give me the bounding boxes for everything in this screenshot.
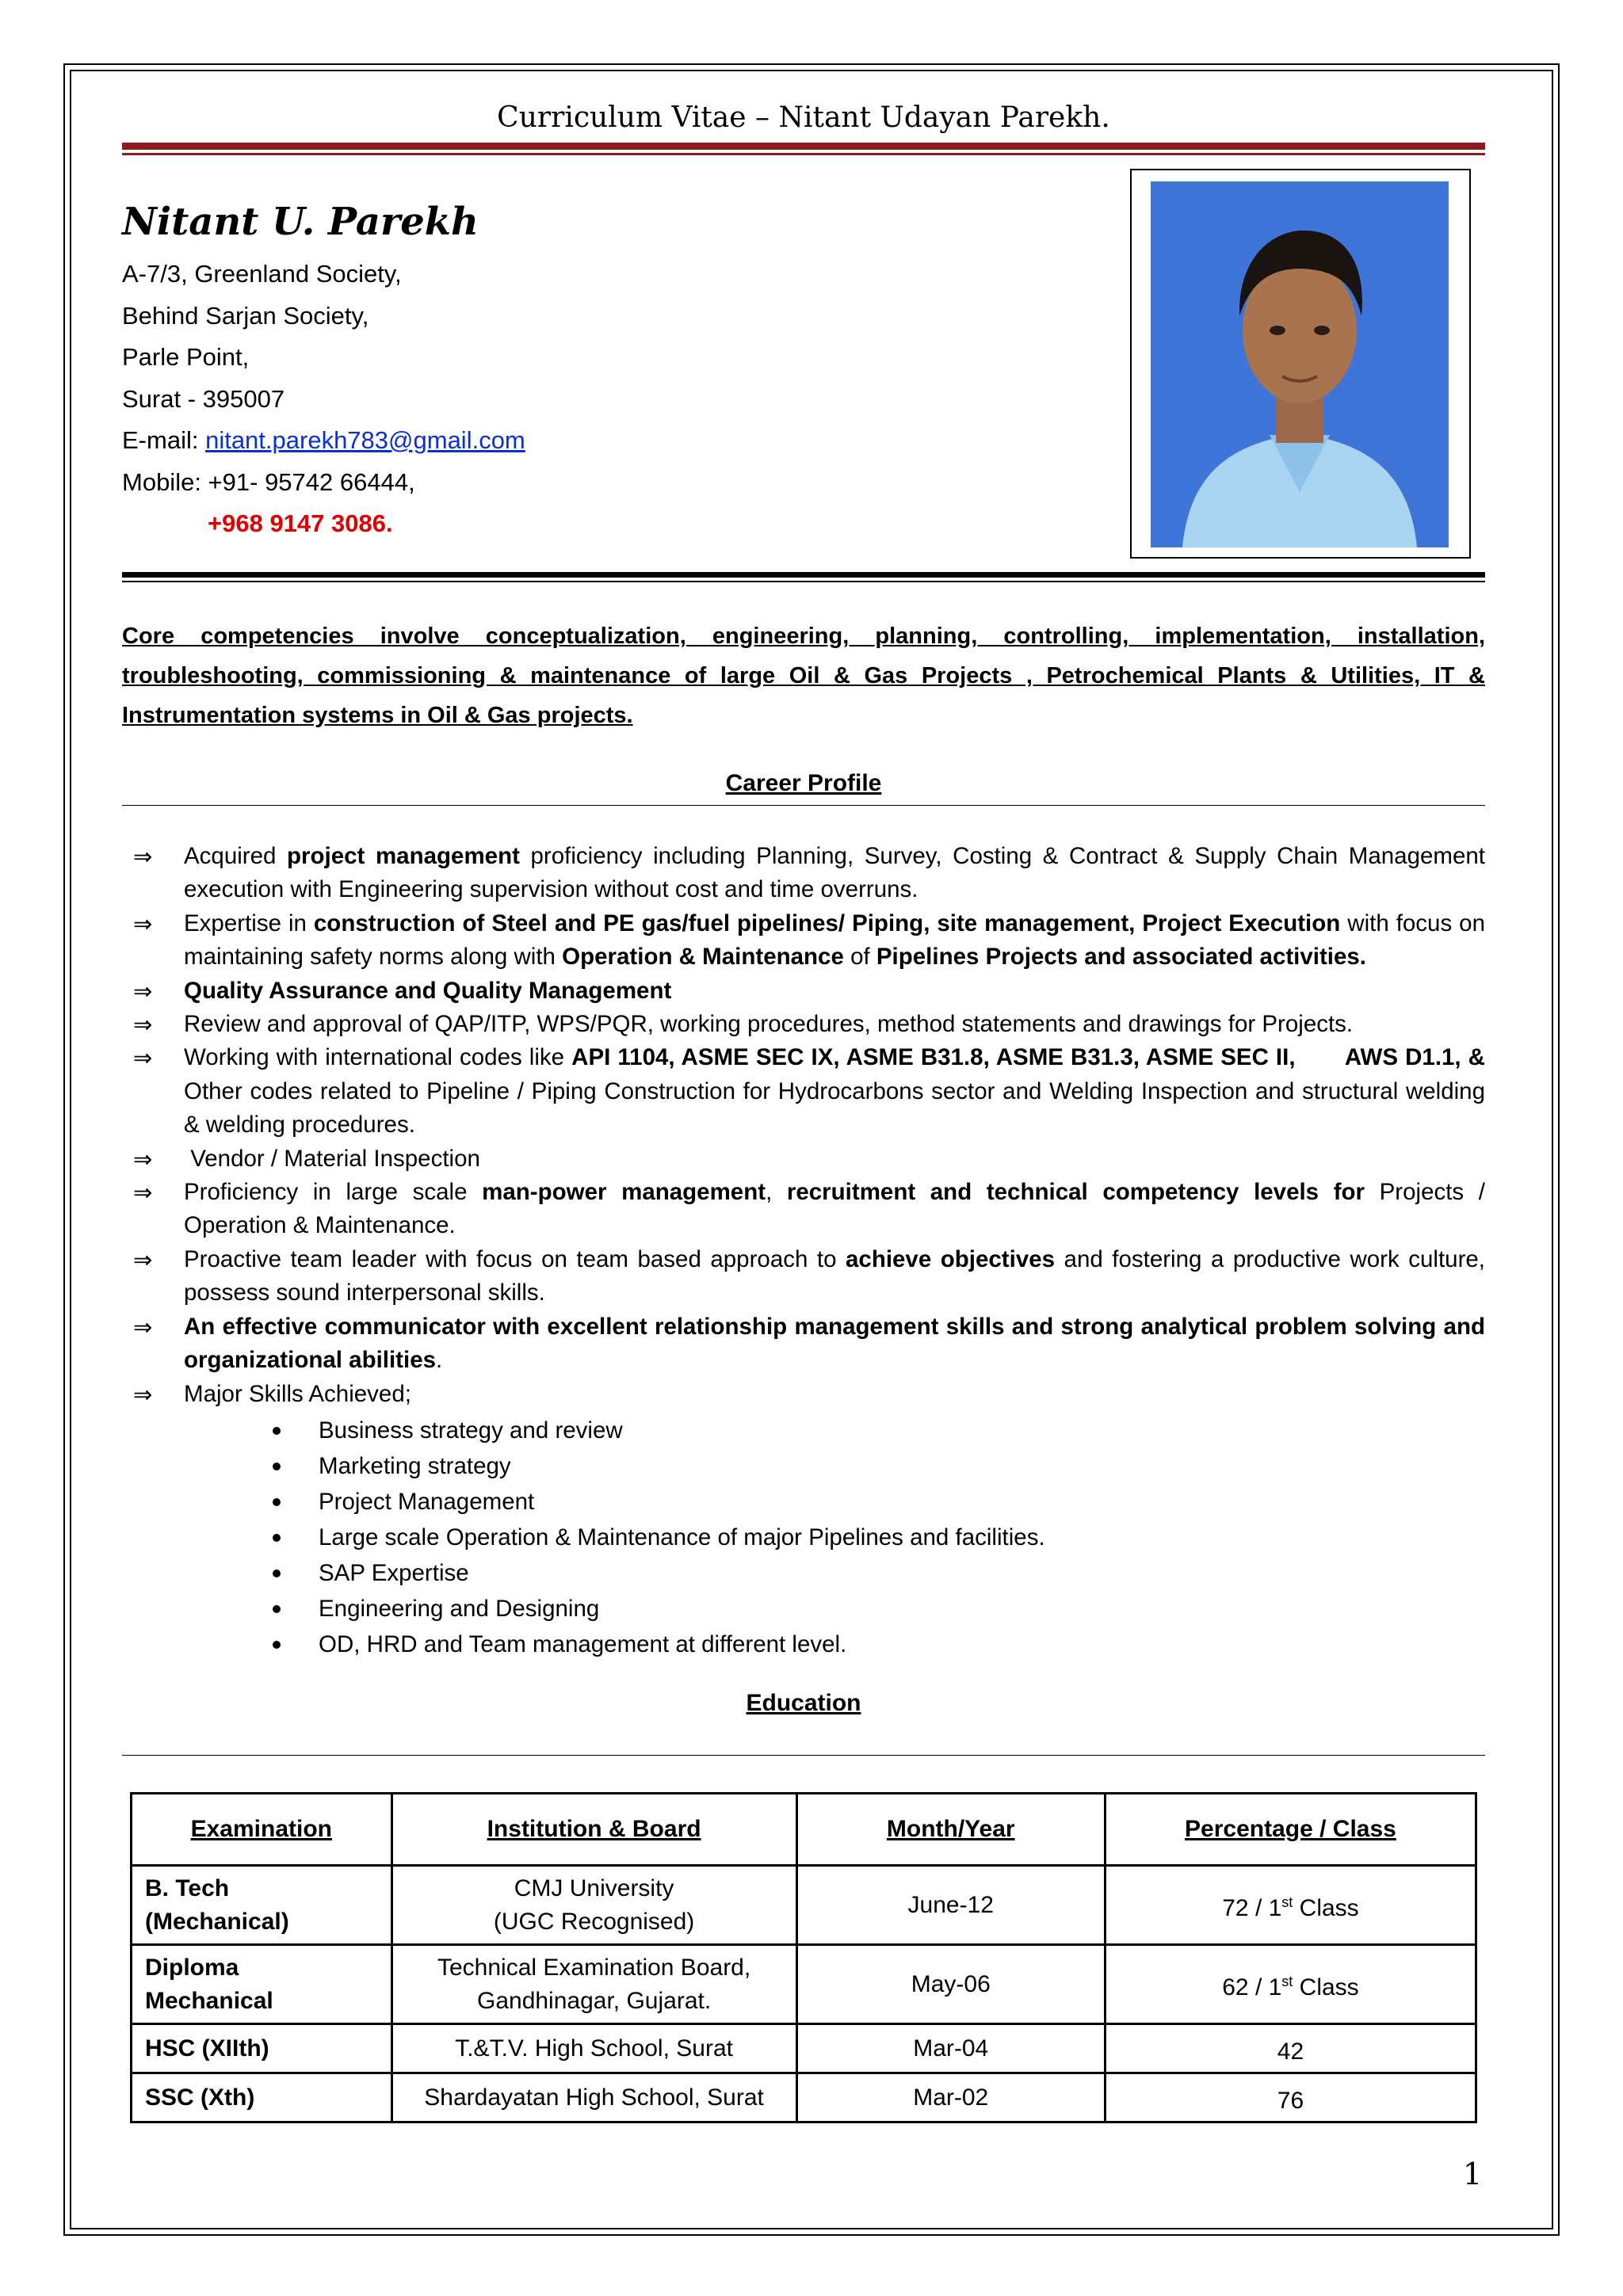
institution-cell xyxy=(391,2073,796,2122)
career-item-text: API 1104, ASME SEC IX, ASME B31.8, ASME B31.3, ASME SEC II, AWS D1.1, & xyxy=(571,1044,1485,1071)
education-row xyxy=(132,1945,1476,2024)
date-cell: Mar-02 xyxy=(796,2073,1105,2122)
skill-item: Project Management xyxy=(122,1484,1485,1520)
mobile-line: Mobile: +91- 95742 66444, xyxy=(122,467,415,496)
institution-line: Shardayatan High School, Surat xyxy=(424,2084,764,2111)
career-item-text: , xyxy=(766,1179,787,1206)
score-cell xyxy=(1105,1866,1476,1945)
exam-line: SSC (Xth) xyxy=(145,2084,255,2111)
career-profile-list xyxy=(122,840,1492,1662)
career-item-text: Proficiency in large scale xyxy=(184,1179,483,1206)
career-item-text: Other codes related to Pipeline / Piping Construction for Hydrocarbons sector and Welding Inspection and structural welding & welding procedures. xyxy=(184,1044,1492,1138)
header-rule xyxy=(122,143,1485,150)
column-header: Month/Year xyxy=(796,1794,1105,1866)
score-class: Class xyxy=(1293,1974,1359,2000)
exam-line: B. Tech xyxy=(145,1875,230,1901)
institution-line: Technical Examination Board, xyxy=(437,1954,751,1981)
exam-line: Mechanical xyxy=(145,1987,273,2014)
arrow-bullet-icon: ⇒ xyxy=(133,1245,153,1273)
header-rule-thin xyxy=(122,153,1485,155)
career-item-text: Projects / Operation & Maintenance. xyxy=(184,1179,1492,1239)
career-item xyxy=(122,1243,1492,1310)
career-item-text: Operation & Maintenance xyxy=(562,944,844,971)
exam-cell xyxy=(132,1945,392,2024)
arrow-bullet-icon: ⇒ xyxy=(133,1380,153,1408)
score-value: 76 xyxy=(1277,2087,1304,2114)
career-item-text: An effective communicator with excellent relationship management skills and strong analytical problem solving and organizational abilities xyxy=(184,1313,1492,1374)
career-item xyxy=(122,907,1492,974)
score-ordinal: st xyxy=(1281,1973,1293,1989)
institution-cell xyxy=(391,2024,796,2073)
column-header: Institution & Board xyxy=(391,1794,796,1866)
skill-item: Large scale Operation & Maintenance of major Pipelines and facilities. xyxy=(122,1520,1485,1555)
education-row xyxy=(132,1866,1476,1945)
photo-frame xyxy=(1130,169,1471,559)
core-competencies: Core competencies involve conceptualization, engineering, planning, controlling, implementation, installation, troubleshooting, commissioning & maintenance of large Oil & Gas Projects , Petrochemical Plants & Utilities, IT & Instrumentation systems in Oil & Gas projects. xyxy=(122,624,1485,728)
mobile-alt: +968 9147 3086. xyxy=(208,509,393,537)
institution-line: T.&T.V. High School, Surat xyxy=(455,2035,733,2061)
score-cell xyxy=(1105,1945,1476,2024)
address-line: A-7/3, Greenland Society, xyxy=(122,260,402,288)
exam-line: (Mechanical) xyxy=(145,1908,289,1935)
header-title: Curriculum Vitae – Nitant Udayan Parekh. xyxy=(497,101,1110,134)
education-row xyxy=(132,2073,1476,2122)
column-header: Examination xyxy=(132,1794,392,1866)
exam-cell xyxy=(132,1866,392,1945)
career-rule xyxy=(122,805,1485,806)
arrow-bullet-icon: ⇒ xyxy=(133,1313,153,1341)
score-value: 72 / 1 xyxy=(1222,1894,1282,1921)
score-value: 42 xyxy=(1277,2038,1304,2065)
exam-line: Diploma xyxy=(145,1954,239,1981)
profile-photo xyxy=(1151,181,1449,547)
career-item-text: Acquired xyxy=(184,843,288,869)
career-item xyxy=(122,1176,1492,1243)
career-item-text: Quality Assurance and Quality Management xyxy=(184,977,672,1004)
page-number: 1 xyxy=(1463,2157,1483,2191)
arrow-bullet-icon: ⇒ xyxy=(133,843,153,870)
career-item-text: Vendor / Material Inspection xyxy=(184,1145,480,1172)
career-item-text: of xyxy=(843,944,876,971)
education-table xyxy=(130,1792,1477,2123)
score-ordinal: st xyxy=(1281,1894,1293,1910)
arrow-bullet-icon: ⇒ xyxy=(133,1011,153,1039)
arrow-bullet-icon: ⇒ xyxy=(133,1044,153,1072)
arrow-bullet-icon: ⇒ xyxy=(133,977,153,1005)
career-item-text: and fostering a productive work culture, possess sound interpersonal skills. xyxy=(184,1245,1492,1306)
portrait-illustration xyxy=(1151,181,1449,547)
career-item xyxy=(122,974,1485,1008)
skill-item: Marketing strategy xyxy=(122,1448,1485,1484)
email-line xyxy=(122,420,525,462)
institution-line: Gandhinagar, Gujarat. xyxy=(476,1987,712,2014)
score-cell xyxy=(1105,2024,1476,2073)
career-item-text: project management xyxy=(287,843,520,869)
education-heading: Education xyxy=(746,1690,861,1716)
section-divider-thin xyxy=(122,581,1485,582)
email-link[interactable]: nitant.parekh783@gmail.com xyxy=(205,426,525,454)
email-label: E-mail: xyxy=(122,426,206,454)
career-item xyxy=(122,1310,1492,1378)
column-header: Percentage / Class xyxy=(1105,1794,1476,1866)
date-cell: May-06 xyxy=(796,1945,1105,2024)
candidate-name: Nitant U. Parekh xyxy=(122,200,479,244)
career-heading: Career Profile xyxy=(725,770,882,796)
address-line: Behind Sarjan Society, xyxy=(122,301,369,330)
date-cell: Mar-04 xyxy=(796,2024,1105,2073)
score-value: 62 / 1 xyxy=(1222,1974,1282,2000)
institution-cell xyxy=(391,1866,796,1945)
contact-block xyxy=(122,254,525,545)
career-item-text: achieve objectives xyxy=(846,1245,1056,1272)
skill-item: SAP Expertise xyxy=(122,1555,1485,1591)
career-item-text: proficiency including Planning, Survey, Costing & Contract & Supply Chain Management execution with Engineering supervision without cost and time overruns. xyxy=(184,843,1492,903)
career-item-text: recruitment and technical competency levels for xyxy=(786,1179,1365,1206)
career-item xyxy=(122,840,1492,907)
career-item-text: Review and approval of QAP/ITP, WPS/PQR, working procedures, method statements and drawings for Projects. xyxy=(184,1011,1354,1038)
arrow-bullet-icon: ⇒ xyxy=(133,910,153,937)
arrow-bullet-icon: ⇒ xyxy=(133,1145,153,1173)
career-item-text: . xyxy=(436,1347,443,1374)
section-divider xyxy=(122,572,1485,578)
institution-cell xyxy=(391,1945,796,2024)
career-item xyxy=(122,1142,1485,1176)
score-cell xyxy=(1105,2073,1476,2122)
skill-item: Business strategy and review xyxy=(122,1413,1485,1448)
address-line: Parle Point, xyxy=(122,343,250,371)
date-cell: June-12 xyxy=(796,1866,1105,1945)
career-item xyxy=(122,1378,1485,1411)
score-class: Class xyxy=(1293,1894,1359,1921)
career-item-text: Major Skills Achieved; xyxy=(184,1380,411,1407)
career-item-text: Expertise in xyxy=(184,910,314,936)
exam-cell xyxy=(132,2073,392,2122)
skills-list xyxy=(122,1413,1485,1662)
career-item-text: man-power management xyxy=(482,1179,766,1206)
address-line: Surat - 395007 xyxy=(122,384,285,413)
career-item-text: Working with international codes like xyxy=(184,1044,572,1071)
arrow-bullet-icon: ⇒ xyxy=(133,1179,153,1207)
exam-line: HSC (XIIth) xyxy=(145,2035,269,2061)
education-header-row xyxy=(132,1794,1476,1866)
institution-line: CMJ University xyxy=(514,1875,674,1901)
career-item xyxy=(122,1041,1492,1142)
skill-item: OD, HRD and Team management at different level. xyxy=(122,1627,1485,1662)
career-item-text: with focus on maintaining safety norms along with xyxy=(184,910,1492,971)
institution-line: (UGC Recognised) xyxy=(493,1908,695,1935)
career-item-text: Pipelines Projects and associated activities. xyxy=(876,944,1367,971)
education-rule xyxy=(122,1755,1485,1756)
career-item-text: Proactive team leader with focus on team based approach to xyxy=(184,1245,846,1272)
education-row xyxy=(132,2024,1476,2073)
skill-item: Engineering and Designing xyxy=(122,1591,1485,1627)
career-item-text: construction of Steel and PE gas/fuel pipelines/ Piping, site management, Project Execution xyxy=(313,910,1341,936)
career-item xyxy=(122,1008,1485,1041)
exam-cell xyxy=(132,2024,392,2073)
